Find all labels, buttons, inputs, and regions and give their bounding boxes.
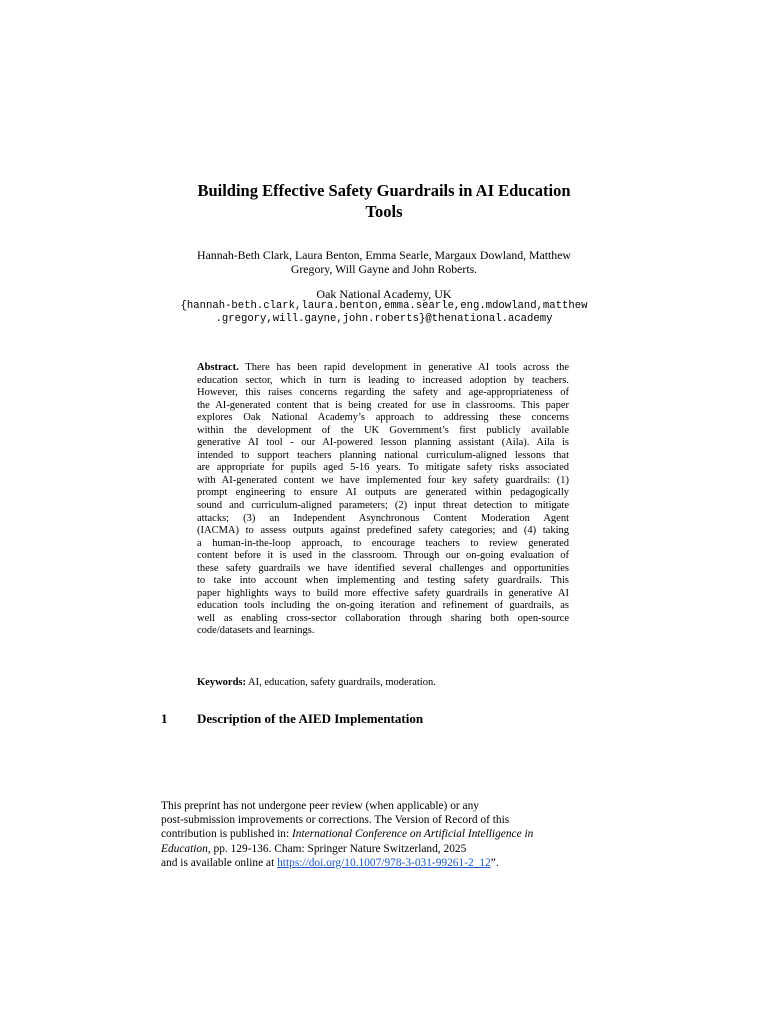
abstract-line: these safety guardrails we have identified several challenges and opportunities bbox=[197, 562, 569, 574]
abstract-line: generative AI tool - our AI-powered lesson planning assistant (Aila). Aila is bbox=[197, 437, 569, 449]
preprint-line: post-submission improvements or corrections. The Version of Record of this bbox=[161, 814, 510, 827]
abstract-line: content before it is used in the classroom. Through our on-going evaluation of bbox=[197, 550, 569, 562]
abstract-line: However, this raises concerns regarding the safety and age-appropriateness of bbox=[197, 387, 569, 399]
author-list bbox=[150, 248, 618, 276]
author-emails bbox=[150, 300, 618, 326]
doi-link[interactable]: https://doi.org/10.1007/978-3-031-99261-2_12 bbox=[277, 856, 491, 869]
preprint-line: and is available online at https://doi.org/10.1007/978-3-031-99261-2_12”. bbox=[161, 856, 499, 869]
abstract-line: within the development of the UK Government’s first publicly available bbox=[197, 424, 569, 436]
abstract-line: education tools including the on-going iteration and refinement of guardrails, as bbox=[197, 600, 569, 612]
paper-title bbox=[150, 180, 618, 222]
paper-title-line-1: Building Effective Safety Guardrails in AI Education bbox=[197, 181, 571, 200]
abstract-line: the AI-generated content that is being created for use in classrooms. This paper bbox=[197, 399, 569, 411]
affiliation: Oak National Academy, UK bbox=[316, 287, 452, 301]
preprint-line: contribution is published in: International Conference on Artificial Intelligence in bbox=[161, 828, 534, 841]
abstract bbox=[197, 362, 569, 638]
section-number: 1 bbox=[161, 711, 168, 726]
paper-title-line-2: Tools bbox=[365, 202, 403, 221]
abstract-line: education sector, which in turn is leading to increased adoption by teachers. bbox=[197, 374, 569, 386]
abstract-line: prompt engineering to ensure AI outputs are generated within pedagogically bbox=[197, 487, 569, 499]
abstract-line: explores Oak National Academy’s approach to addressing these concerns bbox=[197, 412, 569, 424]
abstract-line: are appropriate for pupils aged 5-16 years. To mitigate safety risks associated bbox=[197, 462, 569, 474]
abstract-line: code/datasets and learnings. bbox=[197, 625, 315, 637]
abstract-line: well as enabling cross-sector collaboration through sharing both open-source bbox=[197, 612, 569, 624]
conference-name-cont: Education bbox=[161, 842, 208, 855]
preprint-line: This preprint has not undergone peer review (when applicable) or any bbox=[161, 800, 479, 812]
abstract-line: paper highlights ways to build more effective safety guardrails in generative AI bbox=[197, 587, 569, 599]
preprint-line: Education, pp. 129-136. Cham: Springer Nature Switzerland, 2025 bbox=[161, 842, 467, 855]
abstract-line: Abstract. There has been rapid development in generative AI tools across the bbox=[197, 362, 569, 373]
abstract-label: Abstract. bbox=[197, 362, 239, 373]
conference-name: International Conference on Artificial Intelligence in bbox=[292, 828, 534, 841]
keywords bbox=[197, 676, 569, 689]
abstract-line: with AI-generated content we have implemented four key safety guardrails: (1) bbox=[197, 474, 569, 486]
section-heading bbox=[161, 711, 423, 727]
author-list-line-2: Gregory, Will Gayne and John Roberts. bbox=[290, 262, 478, 276]
keywords-text: AI, education, safety guardrails, moderation. bbox=[246, 677, 436, 688]
abstract-line: to take into account when implementing and testing safety guardrails. This bbox=[197, 575, 569, 587]
author-emails-line-2: .gregory,will.gayne,john.roberts}@thenational.academy bbox=[215, 313, 553, 325]
preprint-notice bbox=[161, 799, 611, 870]
author-list-line-1: Hannah-Beth Clark, Laura Benton, Emma Searle, Margaux Dowland, Matthew bbox=[197, 248, 571, 262]
keywords-label: Keywords: bbox=[197, 677, 246, 688]
abstract-line: attacks; (3) an Independent Asynchronous Content Moderation Agent bbox=[197, 512, 569, 524]
author-emails-line-1: {hannah-beth.clark,laura.benton,emma.searle,eng.mdowland,matthew bbox=[180, 300, 588, 312]
abstract-line: intended to support teachers planning national curriculum-aligned lessons that bbox=[197, 449, 569, 461]
abstract-line: a human-in-the-loop approach, to encourage teachers to review generated bbox=[197, 537, 569, 549]
abstract-line: (IACMA) to assess outputs against predefined safety categories; and (4) taking bbox=[197, 525, 569, 537]
abstract-line: sound and curriculum-aligned parameters; (2) input threat detection to mitigate bbox=[197, 500, 569, 512]
section-title: Description of the AIED Implementation bbox=[197, 711, 424, 726]
